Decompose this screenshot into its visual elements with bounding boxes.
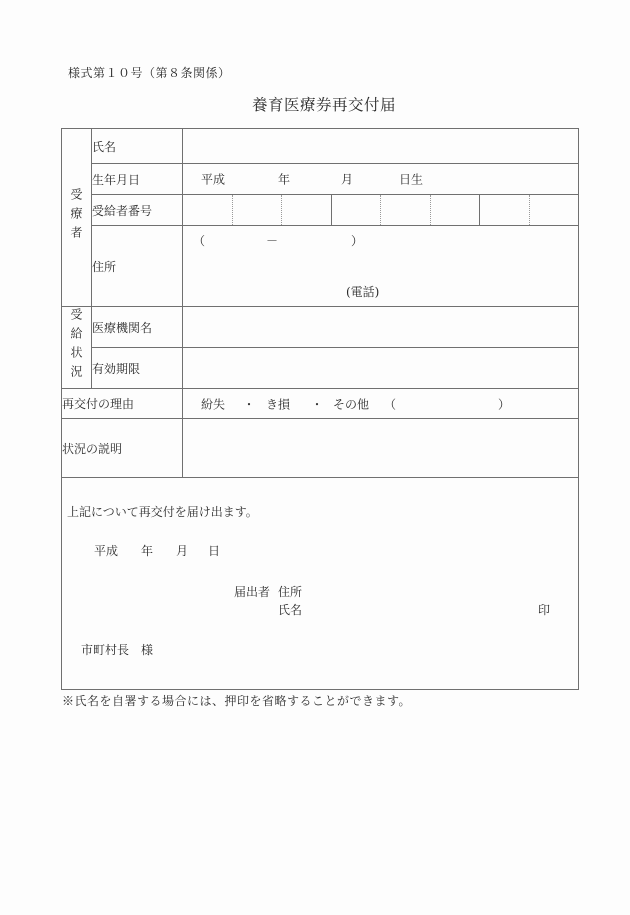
patient-section-label: 受療者 [69,187,83,245]
reason-option-other: その他 [333,397,370,411]
declaration-date-year: 年 [141,544,154,558]
birth-year: 年 [278,172,291,187]
validity-field [183,348,579,389]
reason-option-lost: 紛失 [201,397,226,411]
birth-field [183,164,579,195]
patient-section-cell [62,129,92,307]
declaration-statement: 上記について再交付を届け出ます。 [67,505,258,519]
name-label: 氏名 [92,139,117,154]
birth-label: 生年月日 [92,172,141,187]
declaration-date-month: 月 [176,544,189,558]
postal-paren-close: ） [351,234,364,248]
table-row [62,478,579,690]
situation-label-cell [62,419,183,478]
address-label: 住所 [92,259,117,274]
institution-label-cell [92,307,183,348]
recipient-number-label-cell [92,195,183,226]
recipient-number-cell [183,195,232,225]
applicant-address-label: 住所 [278,585,303,599]
validity-label: 有効期限 [92,361,141,376]
name-field [183,129,579,164]
recipient-number-cell [529,195,579,225]
recipient-number-cell [281,195,331,225]
declaration-date-era: 平成 [94,544,119,558]
status-section-label: 受給状況 [69,308,83,384]
situation-label: 状況の説明 [62,441,123,456]
postal-paren-open: （ [193,234,206,248]
recipient-number-cell [232,195,282,225]
birth-day: 日生 [399,172,424,187]
recipient-number-grid [183,195,578,225]
reason-field [183,389,579,419]
application-table [61,128,579,690]
reason-label-cell [62,389,183,419]
reason-separator: ・ [311,397,324,411]
table-row [62,419,579,478]
recipient-number-cell [331,195,381,225]
table-row [62,129,579,164]
addressee-label: 市町村長 様 [81,643,154,657]
table-row [62,164,579,195]
footnote: ※氏名を自署する場合には、押印を省略することができます。 [62,694,412,708]
reason-option-damaged: き損 [266,397,291,411]
phone-label: (電話) [346,285,380,299]
table-row [62,226,579,307]
declaration-date-day: 日 [208,544,221,558]
name-label-cell [92,129,183,164]
table-row [62,195,579,226]
recipient-number-cell [430,195,480,225]
seal-mark: 印 [538,603,551,617]
status-section-cell [62,307,92,389]
recipient-number-cell [380,195,430,225]
form-title: 養育医療券再交付届 [252,96,397,114]
reason-separator: ・ [243,397,256,411]
address-field [183,226,579,307]
recipient-number-field [183,195,579,226]
address-label-cell [92,226,183,307]
reason-paren-open: （ [384,397,397,411]
declaration-section [62,478,579,690]
validity-label-cell [92,348,183,389]
table-row [62,389,579,419]
table-row [62,307,579,348]
recipient-number-label: 受給者番号 [92,203,153,218]
birth-label-cell [92,164,183,195]
institution-field [183,307,579,348]
postal-dash: － [266,234,279,248]
birth-month: 月 [341,172,354,187]
institution-label: 医療機関名 [92,320,153,335]
reason-paren-close: ） [498,397,511,411]
form-number: 様式第１０号（第８条関係） [68,66,231,80]
reason-label: 再交付の理由 [62,397,135,411]
table-row [62,348,579,389]
applicant-label: 届出者 [234,585,271,599]
recipient-number-cell [479,195,529,225]
birth-era: 平成 [201,172,226,187]
applicant-name-label: 氏名 [278,603,303,617]
situation-field [183,419,579,478]
